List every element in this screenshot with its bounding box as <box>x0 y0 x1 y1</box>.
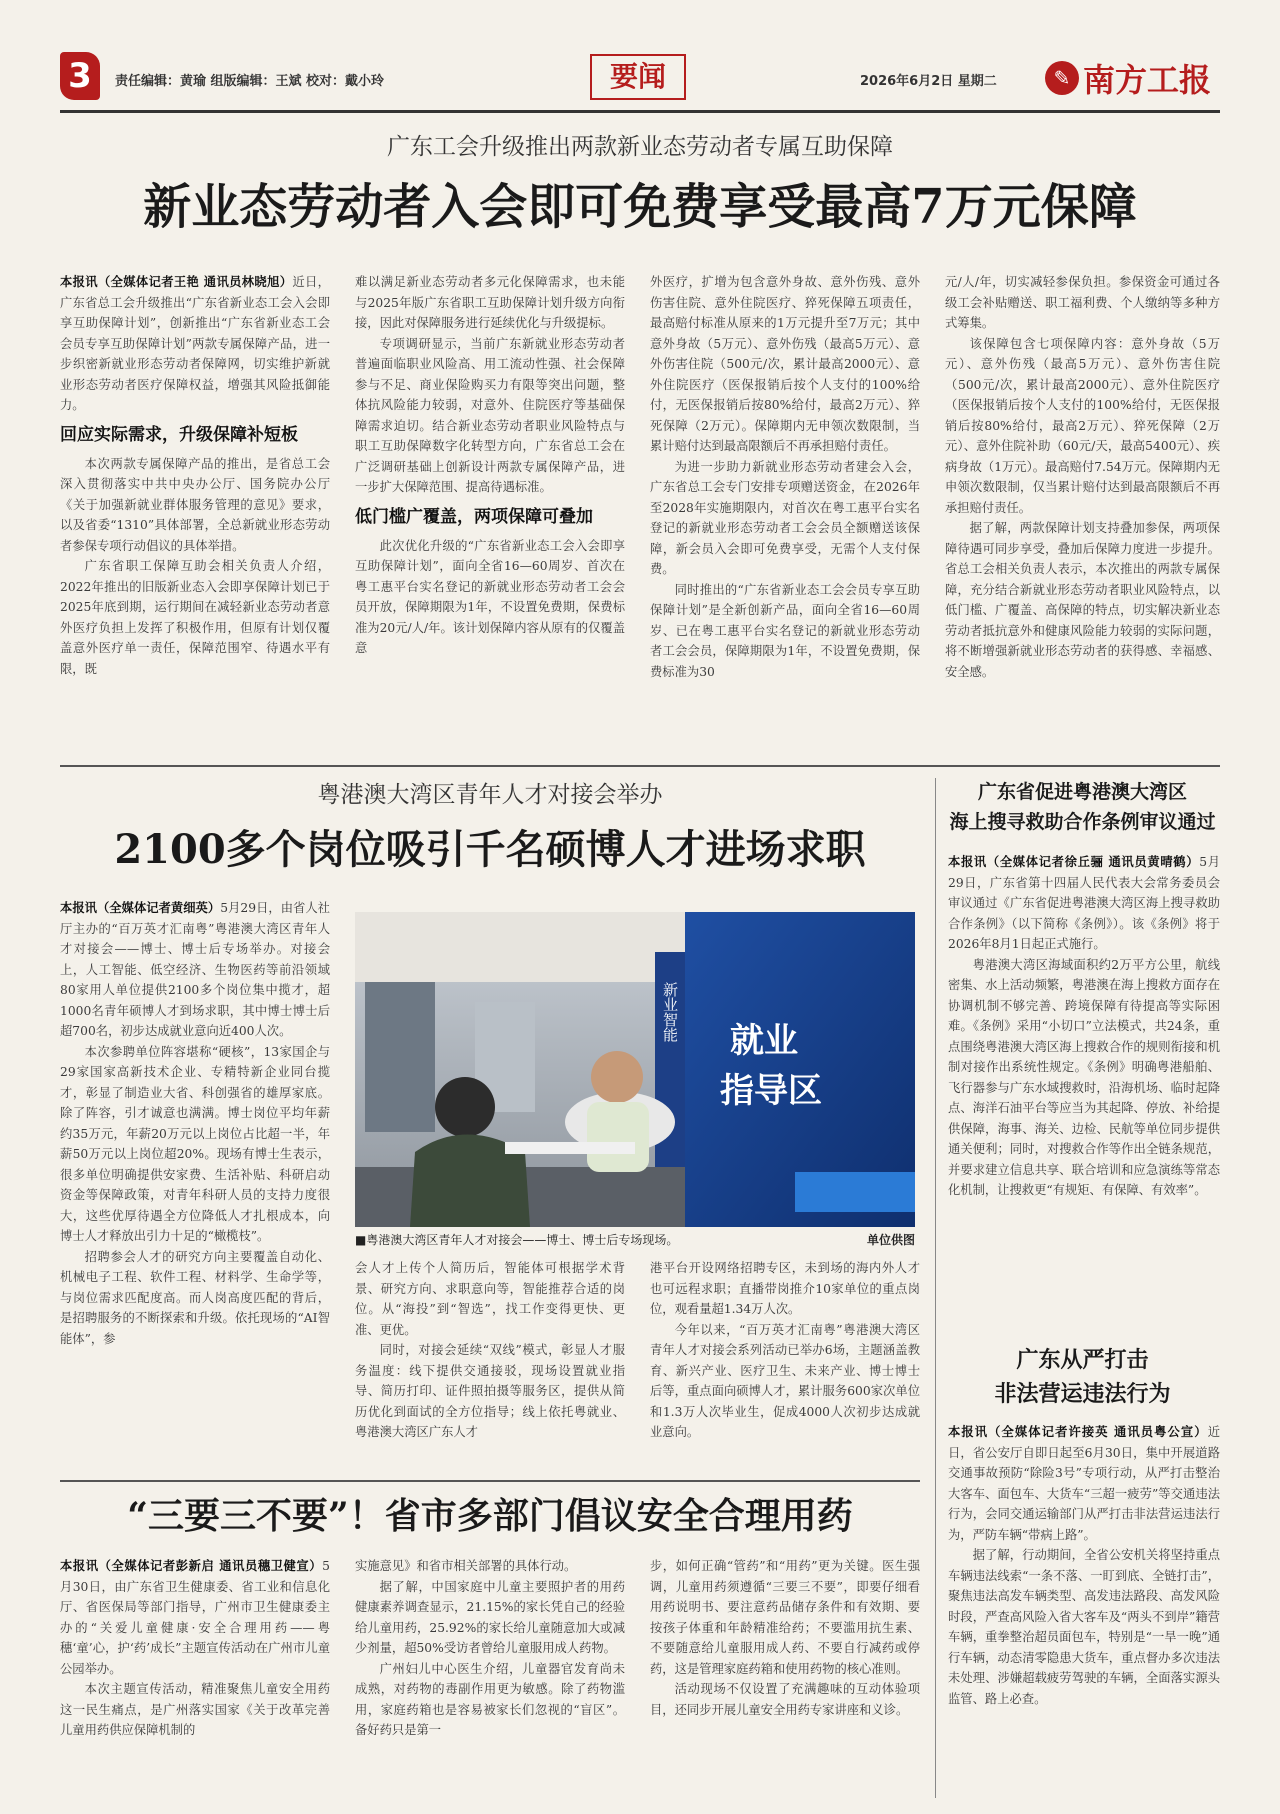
masthead-rule <box>60 110 1220 113</box>
divider-story5 <box>60 1480 920 1482</box>
newspaper-logo <box>1045 56 1211 100</box>
story5-byline: 本报讯（全媒体记者彭新启 通讯员穗卫健宣） <box>60 1559 323 1573</box>
story5-headline: “三要三不要”！省市多部门倡议安全合理用药 <box>127 1495 853 1537</box>
story5-col1: 本报讯（全媒体记者彭新启 通讯员穗卫健宣）5月30日，由广东省卫生健康委、省工业和信息化厅、省医保局等部门指导，广州市卫生健康委主办的“关爱儿童健康·安全合理用药——粤穗‘童’心，护‘药’成长”主题宣传活动在广州市儿童公园举办。 本次主题宣传活动，精准聚焦儿童安全用药这一民生痛点，是广州落实国家《关于改革完善儿童用药供应保障机制的 <box>60 1559 330 1737</box>
story2-headline: 2100多个岗位吸引千名硕博人才进场求职 <box>114 826 866 873</box>
photo-sign-line2: 指导区 <box>720 1071 822 1111</box>
story1-subhead-2: 低门槛广覆盖，两项保障可叠加 <box>355 506 593 527</box>
story4-headline-line1: 广东从严打击 <box>1016 1347 1149 1373</box>
story3-headline-line2: 海上搜寻救助合作条例审议通过 <box>949 811 1216 833</box>
job-fair-photo-image <box>355 912 915 1227</box>
photo-caption <box>355 1229 915 1251</box>
section-tag: 要闻 <box>590 54 686 100</box>
story3-headline-line1: 广东省促进粤港澳大湾区 <box>977 781 1187 803</box>
divider-story1 <box>60 765 1220 767</box>
story5-col3: 步，如何正确“管药”和“用药”更为关键。医生强调，儿童用药须遵循“三要三不要”，即要仔细看用药说明书、要注意药品储存条件和有效期、要按孩子体重和年龄精准给药；不要滥用抗生素、不要随意给儿童服用成人药、不要自行减药或停药，这是管理家庭药箱和使用药物的核心准则。 活动现场不仅设置了充满趣味的互动体验项目，还同步开展儿童安全用药专家讲座和义诊。 <box>650 1559 920 1717</box>
story2-byline: 本报讯（全媒体记者黄细英） <box>60 901 221 915</box>
story1-col1: 本报讯（全媒体记者王艳 通讯员林晓旭）近日，广东省总工会升级推出“广东省新业态工会入会即享互助保障计划”，创新推出“广东省新业态工会会员专享互助保障计划”两款专属保障产品，进一步织密新就业形态劳动者保障网，切实维护新就业形态劳动者医疗保障权益，增强其风险抵御能力。 回应实际需求，升级保障补短板 本次两款专属保障产品的推出，是省总工会深入贯彻落实中共中央办公厅、国务院办公厅《关于加强新就业群体服务管理的意见》要求，以及省委“1310”具体部署，全总新就业形态劳动者参保专项行动倡议的具体举措。 广东省职工保障互助会相关负责人介绍，2022年推出的旧版新业态入会即享保障计划已于2025年底到期，运行期间在减轻新业态劳动者意外医疗负担上发挥了积极作用，但原有计划仅覆盖意外医疗单一责任，保障范围窄、待遇水平有限，既 <box>60 275 330 676</box>
story2-col2: 会人才上传个人简历后，智能体可根据学术背景、研究方向、求职意向等，智能推荐合适的岗位。从“海投”到“智选”，找工作变得更快、更准、更优。 同时，对接会延续“双线”模式，彰显人才服务温度：线下提供交通接驳，现场设置就业指导、简历打印、证件照拍摄等服务区，提供从简历优化到面试的全方位指导；线上依托粤就业、粤港澳大湾区广东人才 <box>355 1261 625 1439</box>
story1-kicker: 广东工会升级推出两款新业态劳动者专属互助保障 <box>387 134 893 160</box>
story4-headline-line2: 非法营运违法行为 <box>994 1381 1171 1407</box>
story1-col4: 元/人/年，切实减轻参保负担。参保资金可通过各级工会补贴赠送、职工福利费、个人缴纳等多种方式筹集。 该保障包含七项保障内容：意外身故（5万元）、意外伤残（最高5万元）、意外伤害住院（500元/次，累计最高2000元）、意外住院医疗（医保报销后按个人支付的100%给付，无医保报销后按80%给付，最高2万元）、猝死保障（2万元）、意外住院补助（60元/天，最高5400元）、疾病身故（1万元）。最高赔付7.54万元。保障期内无申领次数限制，仅当累计赔付达到最高限额后不再承担赔付责任。 据了解，两款保障计划支持叠加参保，两项保障待遇可同步享受，叠加后保障力度进一步提升。省总工会相关负责人表示，本次推出的两款专属保障，充分结合新就业形态劳动者职业风险特点，以低门槛、广覆盖、高保障的特点，切实解决新业态劳动者抵抗意外和健康风险能力较弱的实际问题，将不断增强新就业形态劳动者的获得感、幸福感、安全感。 <box>945 275 1220 679</box>
logo-text: 南方工报 <box>1083 61 1212 99</box>
story1-col3: 外医疗，扩增为包含意外身故、意外伤残、意外伤害住院、意外住院医疗、猝死保障五项责任，最高赔付标准从原来的1万元提升至7万元；其中意外身故（5万元）、意外伤残（最高5万元）、意外伤害住院（500元/次，累计最高2000元）、意外住院医疗（医保报销后按个人支付的100%给付，无医保报销后按80%给付，最高2万元）、猝死保障（2万元）。保障期内无申领次数限制，当累计赔付达到最高限额后不再承担赔付责任。 为进一步助力新就业形态劳动者建会入会，广东省总工会专门安排专项赠送资金，在2026年至2028年实施期限内，对首次在粤工惠平台实名登记的新就业形态劳动者工会会员全额赠送该保障，新会员入会即可免费享受，无需个人支付保费。 同时推出的“广东省新业态工会会员专享互助保障计划”是全新创新产品，面向全省16—60周岁、已在粤工惠平台实名登记的新就业形态劳动者工会会员，保障期限为1年，不设置免费期，保费标准为30 <box>650 275 920 679</box>
story1-headline: 新业态劳动者入会即可免费享受最高7万元保障 <box>143 179 1137 235</box>
job-fair-photo <box>355 912 915 1227</box>
story5-col2: 实施意见》和省市相关部署的具体行动。 据了解，中国家庭中儿童主要照护者的用药健康素养调查显示，21.15%的家长凭自己的经验给儿童用药，25.92%的家长给儿童随意加大或减少剂量，超50%受访者曾给儿童服用成人药物。 广州妇儿中心医生介绍，儿童器官发育尚未成熟，对药物的毒副作用更为敏感。除了药物滥用，家庭药箱也是容易被家长们忽视的“盲区”。备好药只是第一 <box>355 1559 625 1737</box>
story4-byline: 本报讯（全媒体记者许接英 通讯员粤公宣） <box>948 1425 1208 1439</box>
photo-caption-text: ■粤港澳大湾区青年人才对接会——博士、博士后专场现场。 <box>355 1233 679 1247</box>
sidebar-divider <box>935 778 936 1798</box>
story2-col1: 本报讯（全媒体记者黄细英）5月29日，由省人社厅主办的“百万英才汇南粤”粤港澳大湾区青年人才对接会——博士、博士后专场举办。对接会上，人工智能、低空经济、生物医药等前沿领域80家用人单位提供2100多个岗位集中揽才，超1000名青年硕博人才到场求职，其中博士博士后超700名，初步达成就业意向近400人次。 本次参聘单位阵容堪称“硬核”，13家国企与29家国家高新技术企业、专精特新企业同台揽才，彰显了制造业大省、科创强省的雄厚家底。除了阵容，引才诚意也满满。博士岗位平均年薪约35万元，年薪20万元以上岗位占比超一半，年薪50万元以上岗位超20%。现场有博士生表示，很多单位明确提供安家费、生活补贴、科研启动资金等保障政策，对青年科研人员的支持力度很大，这些优厚待遇全方位降低人才扎根成本，向博士人才释放出引力十足的“橄榄枝”。 招聘参会人才的研究方向主要覆盖自动化、机械电子工程、软件工程、材料学、生命学等，与岗位需求匹配度高。而人岗高度匹配的背后，是招聘服务的不断探索和升级。依托现场的“AI智能体”，参 <box>60 901 330 1346</box>
masthead <box>60 52 1220 106</box>
story1-subhead-1: 回应实际需求，升级保障补短板 <box>60 424 298 445</box>
photo-pillar-text: 新业智能 <box>661 982 679 1042</box>
story1-col2: 难以满足新业态劳动者多元化保障需求，也未能与2025年版广东省职工互助保障计划升级方向衔接，因此对保障服务进行延续优化与升级提标。 专项调研显示，当前广东新就业形态劳动者普遍面临职业风险高、用工流动性强、社会保障参与不足、商业保险购买力有限等突出问题，整体抗风险能力较弱，对意外、住院医疗等基础保障需求迫切。结合新业态劳动者职业风险特点与职工互助保障数字化转型方向，广东省总工会在广泛调研基础上创新设计两款专属保障产品，进一步扩大保障范围、提高待遇标准。 低门槛广覆盖，两项保障可叠加 此次优化升级的“广东省新业态工会入会即享互助保障计划”，面向全省16—60周岁、首次在粤工惠平台实名登记的新就业形态劳动者工会会员开放，保障期限为1年，不设置免费期，保费标准为20元/人/年。该计划保障内容从原有的仅覆盖意 <box>355 275 625 655</box>
story2-col3: 港平台开设网络招聘专区，未到场的海内外人才也可远程求职；直播带岗推介10家单位的重点岗位，观看量超1.34万人次。 今年以来，“百万英才汇南粤”粤港澳大湾区青年人才对接会系列活动已举办6场，主题涵盖教育、新兴产业、医疗卫生、未来产业、博士博士后等，重点面向硕博人才，累计服务600家次单位和1.3万人次毕业生，促成4000人次初步达成就业意向。 <box>650 1261 920 1439</box>
page-number: 3 <box>60 52 100 100</box>
story1-byline: 本报讯（全媒体记者王艳 通讯员林晓旭） <box>60 275 293 289</box>
editors-credit: 责任编辑：黄瑜 组版编辑：王斌 校对：戴小玲 <box>115 74 385 89</box>
story3-byline: 本报讯（全媒体记者徐丘骊 通讯员黄晴鹤） <box>948 855 1200 869</box>
issue-date: 2026年6月2日 星期二 <box>860 74 997 89</box>
story4-body: 本报讯（全媒体记者许接英 通讯员粤公宣）近日，省公安厅自即日起至6月30日，集中开展道路交通事故预防“除险3号”专项行动，从严打击整治大客车、面包车、大货车“三超一疲劳”等交通违法行为，会同交通运输部门从严打击非法营运违法行为，严防车辆“带病上路”。 据了解，行动期间，全省公安机关将坚持重点车辆违法线索“一条不落、一盯到底、全链打击”，聚焦违法高发车辆类型、高发违法路段、高发风险时段，严查高风险入省大客车及“两头不到岸”籍营车辆，重拳整治超员面包车，特别是“一旱一晚”通行车辆，动态清零隐患大货车，重点督办多次违法未处理、涉嫌超载疲劳驾驶的车辆，全面落实源头监管、路上必查。 <box>948 1425 1220 1706</box>
photo-credit: 单位供图 <box>866 1233 915 1247</box>
story3-body: 本报讯（全媒体记者徐丘骊 通讯员黄晴鹤）5月29日，广东省第十四届人民代表大会常务委员会审议通过《广东省促进粤港澳大湾区海上搜寻救助合作条例》（以下简称《条例》）。该《条例》将于2026年8月1日起正式施行。 粤港澳大湾区海域面积约2万平方公里，航线密集、水上活动频繁，粤港澳在海上搜救方面存在协调机制不够完善、跨境保障有待提高等实际困难。《条例》采用“小切口”立法模式，共24条，重点围绕粤港澳大湾区海上搜救合作的规则衔接和机制对接作出系统性规定。《条例》明确粤港船舶、飞行器参与广东水域搜救时，沿海机场、临时起降点、海洋石油平台等应当为其起降、停放、补给提供保障，海事、海关、边检、民航等单位同步提供通关便利；同时，对搜救合作等作出全链条规范，并要求建立信息共享、联合培训和应急演练等常态化机制，让搜救更“有规矩、有保障、有效率”。 <box>948 855 1220 1197</box>
logo-icon: ✎ <box>1045 61 1079 95</box>
story2-kicker: 粤港澳大湾区青年人才对接会举办 <box>317 782 663 808</box>
photo-sign-line1: 就业 <box>730 1021 798 1061</box>
